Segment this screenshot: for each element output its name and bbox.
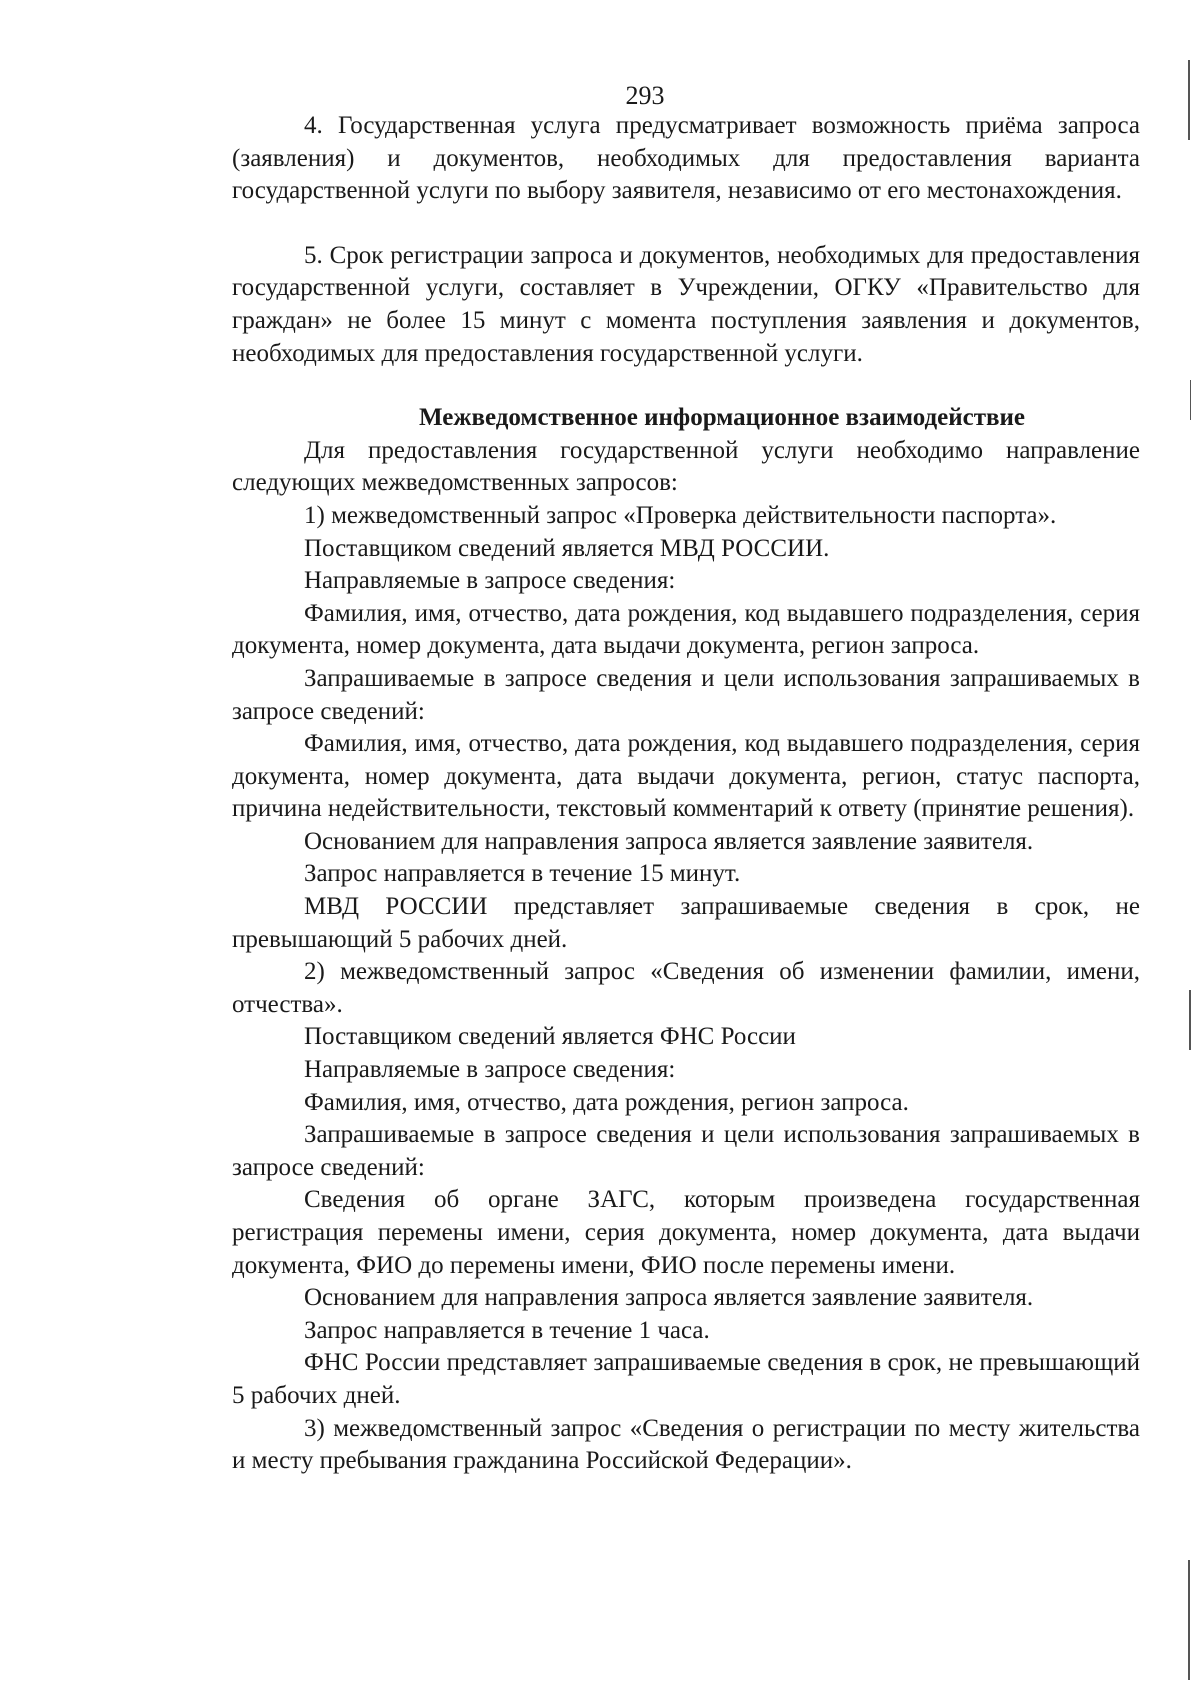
paragraph-sent-label-2: Направляемые в запросе сведения: bbox=[304, 1056, 676, 1084]
paragraph-timing-2: Запрос направляется в течение 1 часа. bbox=[304, 1316, 710, 1344]
paragraph-item-5: 5. Срок регистрации запроса и документов, необходимых для предоставления государственной услуги, составляет в Учреждении, ОГКУ «Правительство для граждан» не более 15 минут с момента поступления заявления и документов, необходимых для предоставления государственной услуги. bbox=[232, 241, 1140, 367]
scan-edge-mark bbox=[1188, 1560, 1190, 1680]
paragraph-intro: Для предоставления государственной услуги необходимо направление следующих межведомственных запросов: bbox=[232, 436, 1140, 497]
scan-edge-mark bbox=[1189, 990, 1191, 1050]
paragraph-request-3: 3) межведомственный запрос «Сведения о регистрации по месту жительства и месту пребывания гражданина Российской Федерации». bbox=[232, 1414, 1140, 1475]
paragraph-spacer bbox=[232, 370, 1140, 402]
document-body bbox=[232, 110, 1140, 1478]
paragraph-sent-data-2: Фамилия, имя, отчество, дата рождения, регион запроса. bbox=[304, 1088, 909, 1116]
paragraph-sent-label-1: Направляемые в запросе сведения: bbox=[304, 567, 676, 595]
scan-edge-mark bbox=[1190, 380, 1191, 420]
paragraph-basis-1: Основанием для направления запроса является заявление заявителя. bbox=[304, 827, 1034, 855]
paragraph-sent-data-1: Фамилия, имя, отчество, дата рождения, код выдавшего подразделения, серия документа, номер документа, дата выдачи документа, регион запроса. bbox=[232, 599, 1140, 660]
paragraph-requested-data-1: Фамилия, имя, отчество, дата рождения, код выдавшего подразделения, серия документа, номер документа, дата выдачи документа, регион, статус паспорта, причина недействительности, текстовый комментарий к ответу (принятие решения). bbox=[232, 730, 1140, 823]
paragraph-requested-data-2: Сведения об органе ЗАГС, которым произведена государственная регистрация перемены имени, серия документа, номер документа, дата выдачи документа, ФИО до перемены имени, ФИО после перемены имени. bbox=[232, 1186, 1140, 1279]
paragraph-requested-label-2: Запрашиваемые в запросе сведения и цели использования запрашиваемых в запросе сведений: bbox=[232, 1121, 1140, 1181]
paragraph-item-4: 4. Государственная услуга предусматривает возможность приёма запроса (заявления) и документов, необходимых для предоставления варианта государственной услуги по выбору заявителя, независимо от его местонахождения. bbox=[232, 112, 1140, 205]
section-heading: Межведомственное информационное взаимодействие bbox=[419, 404, 1025, 432]
scan-edge-mark bbox=[1188, 60, 1190, 140]
paragraph-basis-2: Основанием для направления запроса является заявление заявителя. bbox=[304, 1284, 1034, 1312]
paragraph-supplier-2: Поставщиком сведений является ФНС России bbox=[304, 1023, 796, 1051]
paragraph-spacer bbox=[232, 208, 1140, 240]
paragraph-timing-1: Запрос направляется в течение 15 минут. bbox=[304, 860, 741, 888]
paragraph-supplier-1: Поставщиком сведений является МВД РОССИИ. bbox=[304, 534, 830, 562]
paragraph-requested-label-1: Запрашиваемые в запросе сведения и цели использования запрашиваемых в запросе сведений: bbox=[232, 664, 1140, 725]
paragraph-request-1: 1) межведомственный запрос «Проверка действительности паспорта». bbox=[304, 501, 1057, 529]
paragraph-deadline-2: ФНС России представляет запрашиваемые сведения в срок, не превышающий 5 рабочих дней. bbox=[232, 1349, 1140, 1409]
page-number: 293 bbox=[625, 81, 665, 110]
paragraph-deadline-1: МВД РОССИИ представляет запрашиваемые сведения в срок, не превышающий 5 рабочих дней. bbox=[232, 893, 1140, 953]
paragraph-request-2: 2) межведомственный запрос «Сведения об изменении фамилии, имени, отчества». bbox=[232, 958, 1140, 1018]
